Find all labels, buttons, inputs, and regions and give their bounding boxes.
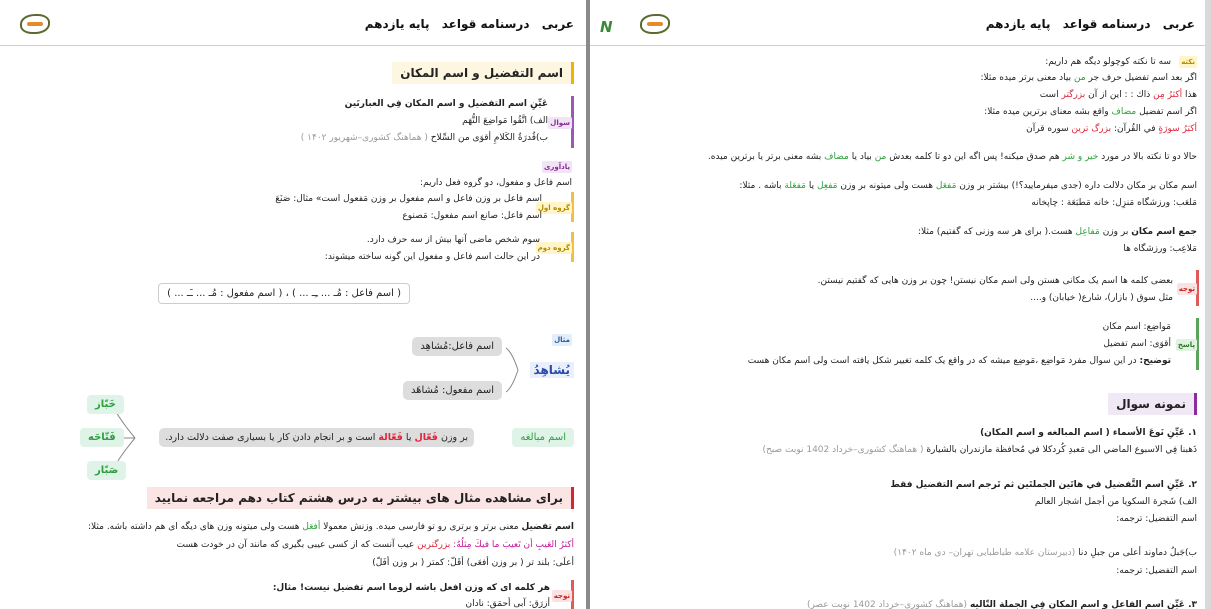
tafzil-example-2: أعلَی: بلند تر ( بر وزن أفعَی) أقَلّ: کمتر ( بر وزن أفَلّ) — [372, 558, 574, 568]
right-page — [590, 0, 1211, 609]
question-tag: سوال — [550, 119, 570, 127]
header-grade: پایه یازدهم — [985, 17, 1051, 31]
right-header — [590, 0, 1211, 46]
sample-q1-line: ذَهبنا فِي الاسبوع الماضي الی مَعبدِ کُردکلا في مُحافظة مازندران بالشیارة ( هماهنگ کشوری–خرداد 1402 نوبت صبح) — [762, 445, 1197, 455]
group1-line: اسم فاعل: صانع اسم مفعول: مَصنوع — [402, 211, 542, 221]
left-page — [0, 0, 586, 609]
tafzil-example: أكثرُ العَیبِ أن تَعیبَ ما فیكَ مِثلُهُ: بزرگترین عیب آنست که از کسی عیبی بگیری که مانند آن در خودت هست — [176, 540, 574, 550]
answer-line: مَواضِع: اسم مکان — [1102, 322, 1171, 332]
group2-tag: گروه دوم — [537, 244, 570, 252]
header-subject: عربی — [1162, 17, 1195, 31]
header-title: درسنامه قواعد — [441, 17, 530, 31]
sample-q3: ۳. عَیِّنِ اسم الفاعل و اسم المکان فِي الجملة التّالیه (هماهنگ کشوری–خرداد 1402 نوبت عصر) — [806, 600, 1197, 609]
sample-q2-b: ب)جَبلُ دماوند أعلی من جبلِ دنا (دبیرستان علامه طباطبایی تهران– دی ماه ۱۴۰۲) — [893, 548, 1197, 558]
note-line: سه تا نکته کوچولو دیگه هم داریم: — [1045, 57, 1171, 67]
makan-line: اسم مکان بر مکان دلالت داره (جدی میفرمایید؟!) بیشتر بر وزن مَفعَل هست ولی میتونه بر وزن مَفعِل یا مَفعَلة باشه . مثلا: — [739, 181, 1197, 191]
ism-fael-pill: اسم فاعل:مُشاهِد — [412, 337, 502, 356]
mobalegha-desc: بر وزن فَعّال یا فَعّالة است و بر انجام دادن کار یا بسیاری صفت دلالت دارد. — [159, 428, 474, 447]
example-chip: خَبّاز — [87, 395, 124, 414]
answer-line: توضیح: در این سوال مفرد مَواضِع ،مَوضِع میشه که در واقع یک کلمه تغییر شکل یافته است ولی اسم مکان هست — [747, 356, 1171, 366]
question-line: ب)قُدرَةُ الکَلامِ أقوَی من السِّلاح ( هماهنگ کشوری–شهریور ۱۴۰۲ ) — [300, 133, 548, 143]
brand-logo-icon — [640, 14, 670, 34]
jam-line: جمع اسم مکان بر وزن مَفاعِل هست.( برای هر سه وزنی که گفتیم) مثلا: — [918, 227, 1197, 237]
group2-line: در این حالت اسم فاعل و مفعول این گونه ساخته میشوند: — [324, 252, 540, 262]
note-line: اگر اسم تفضیل مضاف واقع بشه معنای برترین میده مثلا: — [984, 107, 1197, 117]
header-grade: پایه یازدهم — [364, 17, 430, 31]
group1-line: اسم فاعل بر وزن فاعل و اسم مفعول بر وزن مَفعول است» مثال: صَنَعَ — [275, 194, 542, 204]
ism-mafool-pill: اسم مفعول: مُشاهَد — [403, 381, 502, 400]
example-diagram-lines — [0, 0, 586, 609]
formula-box: ( اسم فاعل : مُـ ... ـِـ ... ) ، ( اسم مفعول : مُـ ... ـَـ ... ) — [158, 283, 410, 304]
reminder-tag: یادآوری — [543, 163, 570, 171]
note-line: اگر بعد اسم تفضیل حرف جر من بیاد معنی برتر میده مثلا: — [980, 73, 1197, 83]
note-line: هذا أكثرُ مِن ذاك : : این از آن بزرگتر است — [1039, 90, 1197, 100]
sample-q2: ۲. عَیِّنِ اسم التَّفضیل في هاتَین الجملتَین ثم تَرجم اسم التفضیل فقط — [890, 480, 1197, 490]
section-title-more: برای مشاهده مثال های بیشتر به درس هشتم کتاب دهم مراجعه نمایید — [147, 487, 574, 509]
answer-line: أقوَی: اسم تفضیل — [1103, 339, 1171, 349]
question-line: عَیِّنِ اسم التفضیل و اسم المکان فِي العبارتَین — [344, 99, 548, 109]
attn-line: بعضی کلمه ها اسم یک مکانی هستن ولی اسم مکان نیستن! چون بر وزن هایی که گفتیم نیستن. — [817, 276, 1173, 286]
answer-tag: پاسخ — [1177, 341, 1195, 349]
sample-q1: ۱. عَیِّنِ نَوعَ الأسماء ( اسم المبالغه و اسم المکان) — [980, 428, 1197, 438]
sample-q2-b-translate: اسم التفضیل: ترجمه: — [1116, 566, 1197, 576]
makan-example: مَلعَب: ورزشگاه مَنزِل: خانه مَطبَعَة : چاپخانه — [1031, 198, 1197, 208]
section-title-sample: نمونه سوال — [1108, 393, 1197, 415]
example-chip: فَتّاحَه — [80, 428, 124, 447]
note-line: أكبَرُ سورَةٍ في القُرآن: بزرگ ترین سوره قرآن — [1026, 124, 1197, 134]
mobalegha-label: اسم مبالغه — [512, 428, 574, 447]
example-tag: مثال — [554, 336, 570, 344]
sample-q2-a-translate: اسم التفضیل: ترجمه: — [1116, 514, 1197, 524]
tafzil-line: اسم تفضیل معنی برتر و برتری رو تو فارسی میده. وزنش معمولا أفعَل هست ولی میتونه وزن های دیگه ای هم داشته باشه. مثلا: — [88, 522, 574, 532]
example-chip: صَبّار — [87, 461, 126, 480]
note-tag: توجه — [553, 592, 570, 600]
attn-tag: توجه — [1178, 285, 1195, 293]
sample-q2-a: الف) شَجرة السكویا من أجمل اشجار العالم — [1034, 497, 1197, 507]
secondary-logo-icon: N — [600, 18, 613, 36]
root-word: يُشاهِدُ — [530, 362, 574, 378]
group2-line: سوم شخص ماضی آنها بیش از سه حرف دارد. — [366, 235, 540, 245]
jam-example: مَلاعِب: ورزشگاه ها — [1123, 244, 1197, 254]
header-title: درسنامه قواعد — [1062, 17, 1151, 31]
attn-line: مثل سوق ( بازار)، شارع( خیابان) و.... — [1030, 293, 1173, 303]
note-line: أزرَق: آبی أحمَق: نادان — [465, 599, 550, 609]
header-subject: عربی — [541, 17, 574, 31]
section-title-tafzil: اسم التفضیل و اسم المکان — [392, 62, 574, 84]
note-tag: نکته — [1181, 58, 1195, 66]
reminder-line: اسم فاعل و مفعول، دو گروه فعل داریم: — [420, 178, 572, 188]
note-line: هر کلمه ای که وزن افعل باشه لزوما اسم تفضیل نیست! مثال: — [272, 583, 550, 593]
scrollbar[interactable] — [1205, 0, 1211, 609]
group1-tag: گروه اول — [537, 204, 570, 212]
question-line: الف) اتَّقُوا مَواضِعَ التُّهَم — [462, 116, 548, 126]
hala-line: حالا دو تا نکته بالا در مورد خیر و شر هم صدق میکنه! پس اگه این دو تا کلمه بعدش من بیاد یا مضاف بشه معنی برتر یا برترین میده. — [707, 152, 1197, 162]
